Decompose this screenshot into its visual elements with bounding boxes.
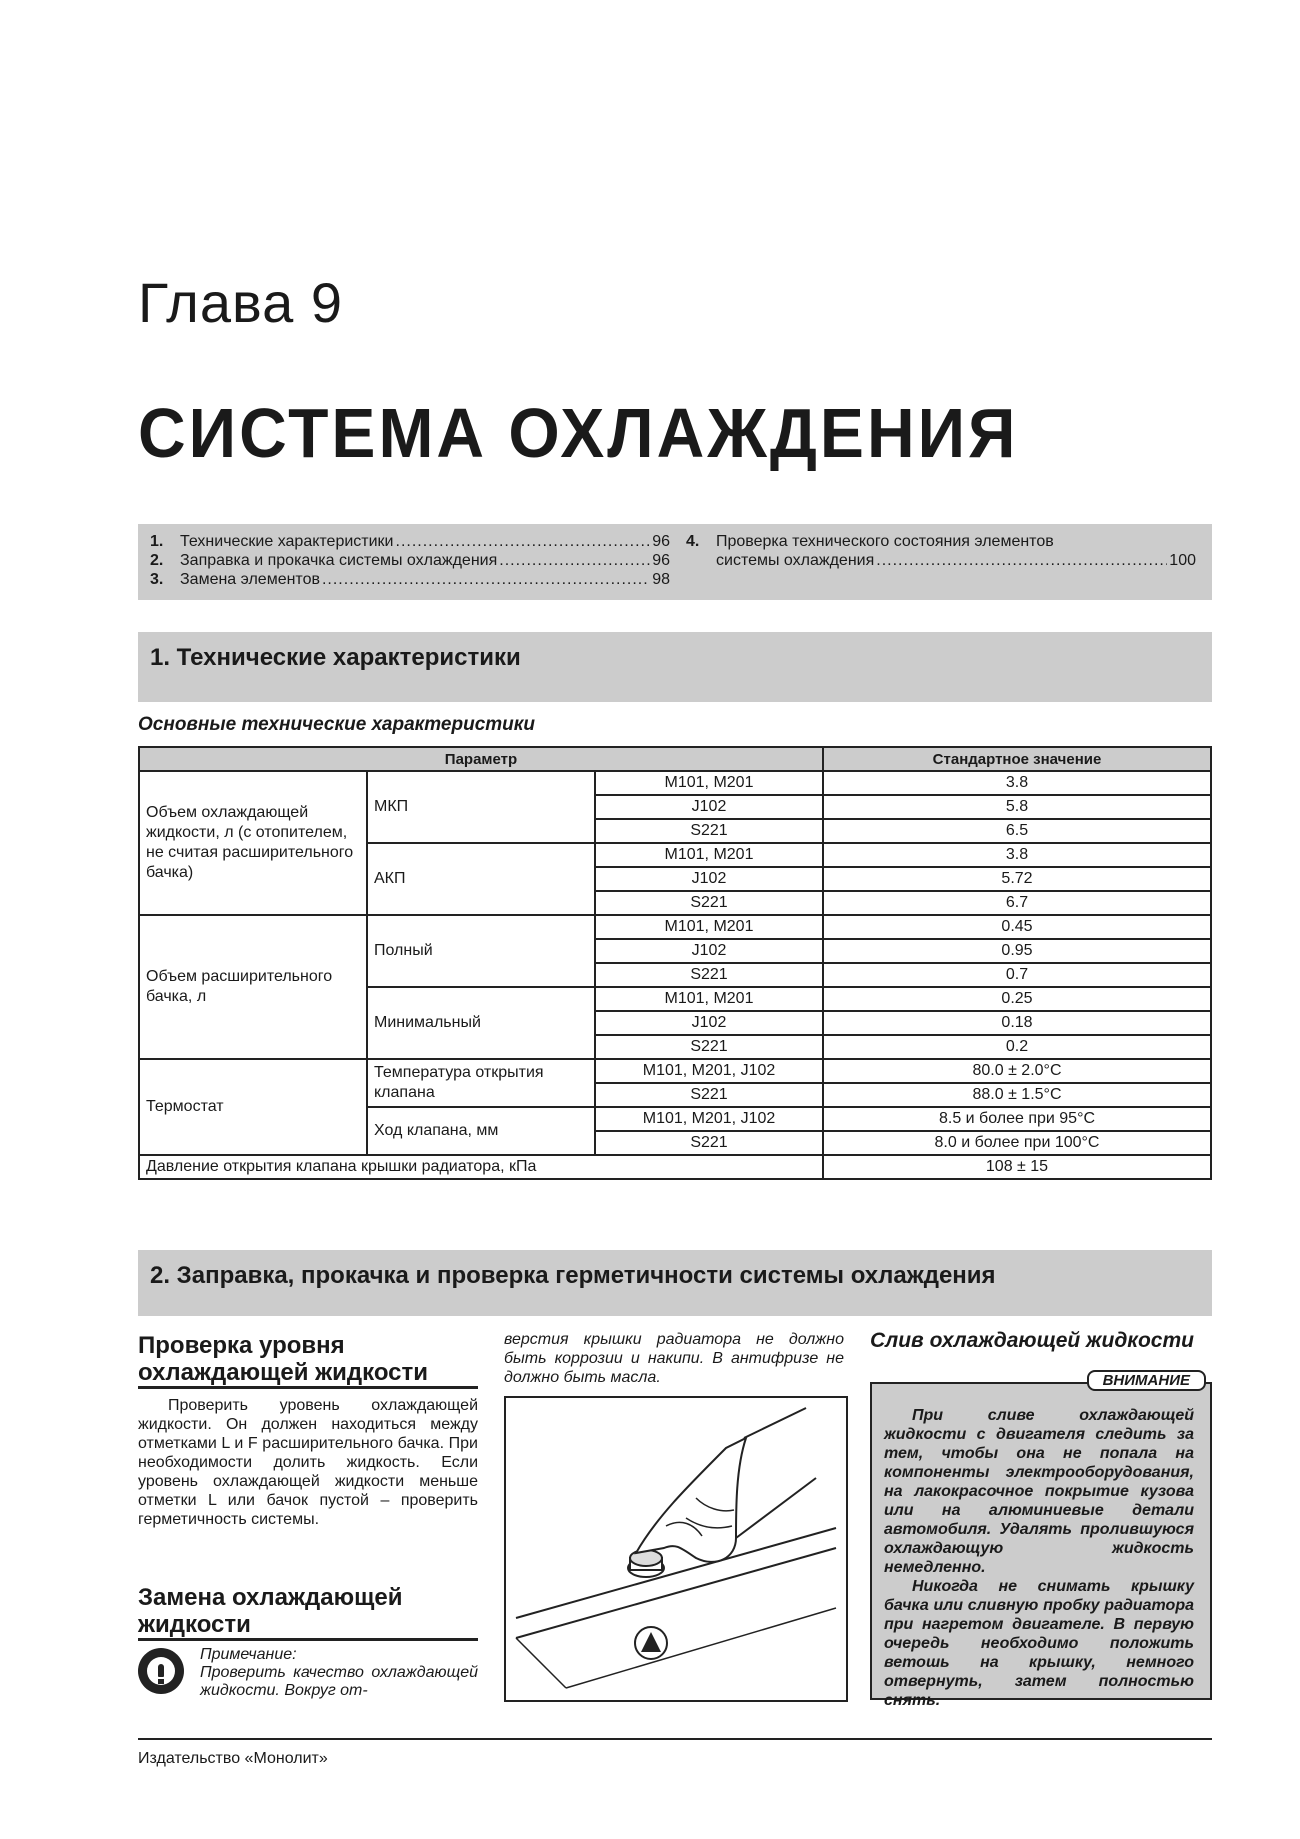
model-cell: S221 [595, 1131, 823, 1155]
row-label-automatic: АКП [367, 843, 595, 915]
model-cell: J102 [595, 867, 823, 891]
section-heading-2: 2. Заправка, прокачка и проверка герметичности системы охлаждения [138, 1250, 1212, 1316]
section-heading-1: 1. Технические характеристики [138, 632, 1212, 702]
paragraph-check-level: Проверить уровень охлаждающей жидкости. Он должен находиться между отметками L и F расширительного бачка. При необходимости долить жидкость. Если уровень охлаждающей жидкости меньше отметки L или бачок пустой – проверить герметичность системы. [138, 1397, 478, 1528]
model-cell: M101, M201 [595, 771, 823, 795]
value-cell: 88.0 ± 1.5°C [823, 1083, 1211, 1107]
value-cell: 0.45 [823, 915, 1211, 939]
value-cell: 80.0 ± 2.0°C [823, 1059, 1211, 1083]
model-cell: M101, M201 [595, 915, 823, 939]
chapter-number: Глава 9 [138, 271, 343, 334]
value-cell: 0.25 [823, 987, 1211, 1011]
row-label-coolant-volume: Объем охлаждающей жидкости, л (с отопителем, не считая расширительного бачка) [139, 771, 367, 915]
table-row [139, 771, 1211, 795]
footer-divider [138, 1738, 1212, 1740]
heading-check-level: Проверка уровня охлаждающей жидкости [138, 1332, 478, 1389]
row-label-full: Полный [367, 915, 595, 987]
value-cell: 0.2 [823, 1035, 1211, 1059]
model-cell: J102 [595, 939, 823, 963]
toc-left-column [150, 532, 670, 589]
value-cell: 5.72 [823, 867, 1211, 891]
note-label: Примечание: [200, 1646, 297, 1663]
table-of-contents [138, 524, 1212, 600]
column-header-parameter: Параметр [139, 747, 823, 771]
model-cell: S221 [595, 819, 823, 843]
note-icon [138, 1648, 184, 1694]
model-cell: S221 [595, 1035, 823, 1059]
value-cell: 5.8 [823, 795, 1211, 819]
row-label-tank-volume: Объем расширительного бачка, л [139, 915, 367, 1059]
model-cell: J102 [595, 795, 823, 819]
warning-label: ВНИМАНИЕ [1087, 1370, 1206, 1391]
row-label-minimum: Минимальный [367, 987, 595, 1059]
value-cell: 8.5 и более при 95°C [823, 1107, 1211, 1131]
model-cell: M101, M201 [595, 987, 823, 1011]
table-title: Основные технические характеристики [138, 714, 535, 735]
value-cell: 0.18 [823, 1011, 1211, 1035]
toc-item[interactable]: 4. Проверка технического состояния элементов [686, 533, 1054, 550]
row-label-open-temp: Температура открытия клапана [367, 1059, 595, 1107]
warning-paragraph: При сливе охлаждающей жидкости с двигателя следить за тем, чтобы она не попала на компоненты электрооборудования, на лакокрасочное покрытие кузова или на алюминиевые детали автомобиля. Удалять пролившуюся охлаждающую жидкость немедленно. [884, 1407, 1194, 1576]
value-cell: 8.0 и более при 100°C [823, 1131, 1211, 1155]
model-cell: M101, M201, J102 [595, 1059, 823, 1083]
paragraph-radiator-cap: верстия крышки радиатора не должно быть коррозии и накипи. В антифризе не должно быть масла. [504, 1331, 844, 1386]
value-cell: 108 ± 15 [823, 1155, 1211, 1179]
row-label-cap-pressure: Давление открытия клапана крышки радиатора, кПа [139, 1155, 823, 1179]
toc-right-column [686, 532, 1196, 570]
toc-item-continued[interactable]: системы охлаждения ..... 100 [686, 551, 1196, 570]
model-cell: J102 [595, 1011, 823, 1035]
value-cell: 6.7 [823, 891, 1211, 915]
value-cell: 6.5 [823, 819, 1211, 843]
value-cell: 0.95 [823, 939, 1211, 963]
toc-item[interactable]: 3. Замена элементов ..... 98 [150, 570, 670, 589]
toc-item[interactable]: 2. Заправка и прокачка системы охлаждения ..... 96 [150, 551, 670, 570]
table-header-row [139, 747, 1211, 771]
table-row [139, 1155, 1211, 1179]
radiator-cap-illustration [504, 1396, 848, 1702]
heading-drain-coolant: Слив охлаждающей жидкости [870, 1329, 1194, 1352]
model-cell: M101, M201 [595, 843, 823, 867]
table-row [139, 915, 1211, 939]
value-cell: 3.8 [823, 771, 1211, 795]
model-cell: M101, M201, J102 [595, 1107, 823, 1131]
row-label-thermostat: Термостат [139, 1059, 367, 1155]
chapter-title: СИСТЕМА ОХЛАЖДЕНИЯ [138, 394, 1019, 472]
warning-box [870, 1372, 1212, 1709]
warning-text [884, 1406, 1194, 1710]
row-label-valve-stroke: Ход клапана, мм [367, 1107, 595, 1155]
value-cell: 3.8 [823, 843, 1211, 867]
warning-paragraph: Никогда не снимать крышку бачка или сливную пробку радиатора при нагретом двигателе. В первую очередь необходимо положить ветошь на крышку, немного отвернуть, затем полностью снять. [884, 1578, 1194, 1709]
table-row [139, 1059, 1211, 1083]
model-cell: S221 [595, 963, 823, 987]
column-header-value: Стандартное значение [823, 747, 1211, 771]
publisher-footer: Издательство «Монолит» [138, 1750, 328, 1767]
model-cell: S221 [595, 891, 823, 915]
note-text: Проверить качество охлаждающей жидкости. Вокруг от- [200, 1664, 478, 1699]
toc-item[interactable]: 1. Технические характеристики ..... 96 [150, 532, 670, 551]
note-block [200, 1646, 478, 1700]
value-cell: 0.7 [823, 963, 1211, 987]
heading-replace-coolant: Замена охлаждающей жидкости [138, 1584, 478, 1641]
specs-table [138, 746, 1212, 1180]
hand-on-radiator-cap-icon [506, 1398, 846, 1700]
row-label-manual: МКП [367, 771, 595, 843]
model-cell: S221 [595, 1083, 823, 1107]
